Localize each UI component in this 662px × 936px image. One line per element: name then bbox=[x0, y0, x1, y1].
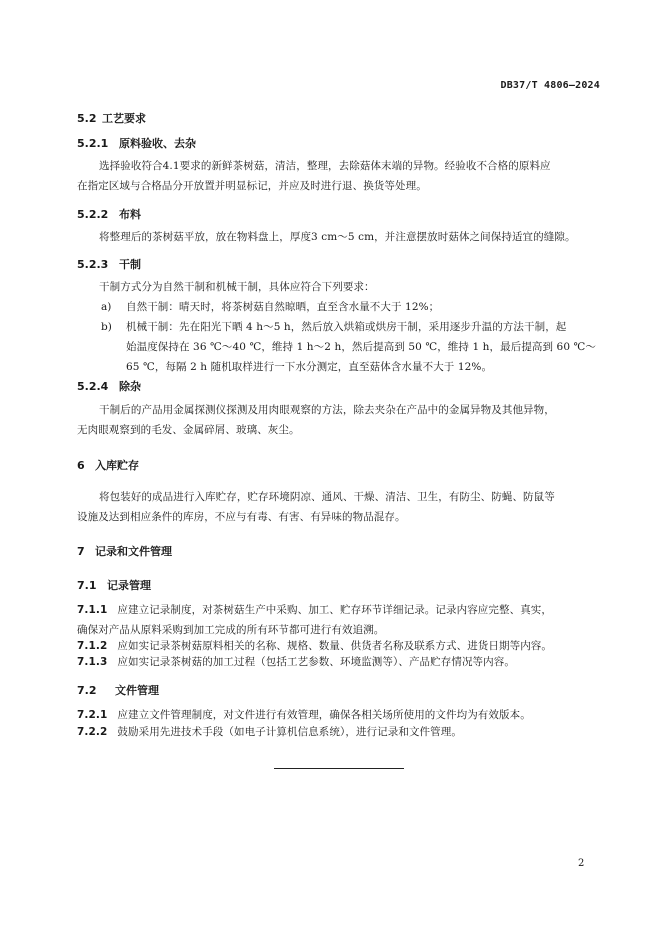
clause-line: 应建立记录制度，对茶树菇生产中采购、加工、贮存环节详细记录。记录内容应完整、真实， bbox=[117, 604, 553, 616]
paragraph-5-2-1 bbox=[77, 156, 599, 196]
clause-7-2-2 bbox=[77, 722, 599, 742]
heading-number: 5.2.4 bbox=[77, 380, 109, 393]
paragraph-line: 选择验收符合4.1要求的新鲜茶树菇，清洁，整理，去除菇体末端的异物。经验收不合格的原料应 bbox=[99, 160, 551, 172]
clause-number: 7.1.1 bbox=[77, 604, 108, 616]
clause-line: 应如实记录茶树菇的加工过程（包括工艺参数、环境监测等）、产品贮存情况等内容。 bbox=[117, 656, 515, 668]
heading-title: 入库贮存 bbox=[95, 459, 139, 472]
paragraph-5-2-4 bbox=[77, 400, 599, 440]
heading-title: 文件管理 bbox=[115, 684, 159, 697]
heading-7-2 bbox=[77, 682, 159, 698]
paragraph-line: 干制后的产品用金属探测仪探测及用肉眼观察的方法，除去夹杂在产品中的金属异物及其他异物， bbox=[99, 404, 555, 416]
heading-title: 工艺要求 bbox=[102, 112, 146, 125]
paragraph-line: 在指定区域与合格品分开放置并明显标记，并应及时进行退、换货等处理。 bbox=[77, 180, 427, 192]
heading-5-2 bbox=[77, 110, 146, 126]
list-item-a bbox=[126, 297, 599, 317]
heading-5-2-2 bbox=[77, 206, 141, 222]
list-item-b bbox=[126, 317, 599, 377]
heading-number: 7.1 bbox=[77, 579, 97, 592]
heading-title: 记录和文件管理 bbox=[95, 545, 172, 558]
heading-5-2-3 bbox=[77, 256, 141, 272]
document-number: DB37/T 4806—2024 bbox=[500, 80, 600, 91]
clause-number: 7.2.2 bbox=[77, 726, 108, 738]
heading-title: 记录管理 bbox=[107, 579, 151, 592]
list-marker-b: b) bbox=[101, 321, 112, 333]
clause-number: 7.1.2 bbox=[77, 640, 108, 652]
heading-5-2-4 bbox=[77, 378, 141, 394]
list-item-line: 始温度保持在 36 ℃～40 ℃，维持 1 h～2 h，然后提高到 50 ℃，维持 1 h，最后提高到 60 ℃～ bbox=[126, 341, 597, 353]
heading-title: 布料 bbox=[119, 208, 141, 221]
clause-7-1-1 bbox=[77, 600, 599, 640]
heading-number: 5.2.2 bbox=[77, 208, 109, 221]
clause-number: 7.2.1 bbox=[77, 709, 108, 721]
heading-7 bbox=[77, 543, 172, 559]
paragraph-5-2-3-intro bbox=[77, 277, 599, 297]
list-marker-a: a) bbox=[101, 301, 112, 313]
page-number: 2 bbox=[578, 858, 585, 869]
clause-line: 应建立文件管理制度，对文件进行有效管理，确保各相关场所使用的文件均为有效版本。 bbox=[117, 709, 531, 721]
list-item-line: 自然干制：晴天时，将茶树菇自然晾晒，直至含水量不大于 12%； bbox=[126, 301, 440, 313]
heading-number: 6 bbox=[77, 459, 85, 472]
clause-line: 确保对产品从原料采购到加工完成的所有环节都可进行有效追溯。 bbox=[77, 624, 385, 636]
paragraph-line: 干制方式分为自然干制和机械干制，具体应符合下列要求： bbox=[99, 281, 375, 293]
paragraph-6 bbox=[77, 487, 599, 527]
heading-6 bbox=[77, 457, 139, 473]
heading-title: 原料验收、去杂 bbox=[119, 137, 196, 150]
clause-7-1-3 bbox=[77, 652, 599, 672]
end-of-document-rule bbox=[274, 768, 404, 769]
list-item-line: 65 ℃，每隔 2 h 随机取样进行一下水分测定，直至菇体含水量不大于 12%。 bbox=[126, 361, 493, 373]
heading-title: 除杂 bbox=[119, 380, 141, 393]
clause-line: 应如实记录茶树菇原料相关的名称、规格、数量、供货者名称及联系方式、进货日期等内容。 bbox=[117, 640, 553, 652]
heading-number: 5.2 bbox=[77, 112, 97, 125]
paragraph-line: 将包装好的成品进行入库贮存，贮存环境阴凉、通风、干燥、清洁、卫生，有防尘、防蝇、防鼠等 bbox=[99, 491, 555, 503]
heading-number: 7 bbox=[77, 545, 85, 558]
paragraph-5-2-2 bbox=[77, 227, 599, 247]
paragraph-line: 无肉眼观察到的毛发、金属碎屑、玻璃、灰尘。 bbox=[77, 424, 300, 436]
clause-line: 鼓励采用先进技术手段（如电子计算机信息系统），进行记录和文件管理。 bbox=[117, 726, 462, 738]
heading-title: 干制 bbox=[119, 258, 141, 271]
clause-number: 7.1.3 bbox=[77, 656, 108, 668]
heading-number: 5.2.1 bbox=[77, 137, 109, 150]
paragraph-line: 将整理后的茶树菇平放，放在物料盘上，厚度3 cm～5 cm，并注意摆放时菇体之间保持适宜的缝隙。 bbox=[99, 231, 576, 243]
heading-number: 7.2 bbox=[77, 684, 97, 697]
paragraph-line: 设施及达到相应条件的库房，不应与有毒、有害、有异味的物品混存。 bbox=[77, 511, 406, 523]
list-item-line: 机械干制：先在阳光下晒 4 h～5 h，然后放入烘箱或烘房干制，采用逐步升温的方法干制，起 bbox=[126, 321, 567, 333]
heading-number: 5.2.3 bbox=[77, 258, 109, 271]
heading-7-1 bbox=[77, 577, 151, 593]
heading-5-2-1 bbox=[77, 135, 196, 151]
